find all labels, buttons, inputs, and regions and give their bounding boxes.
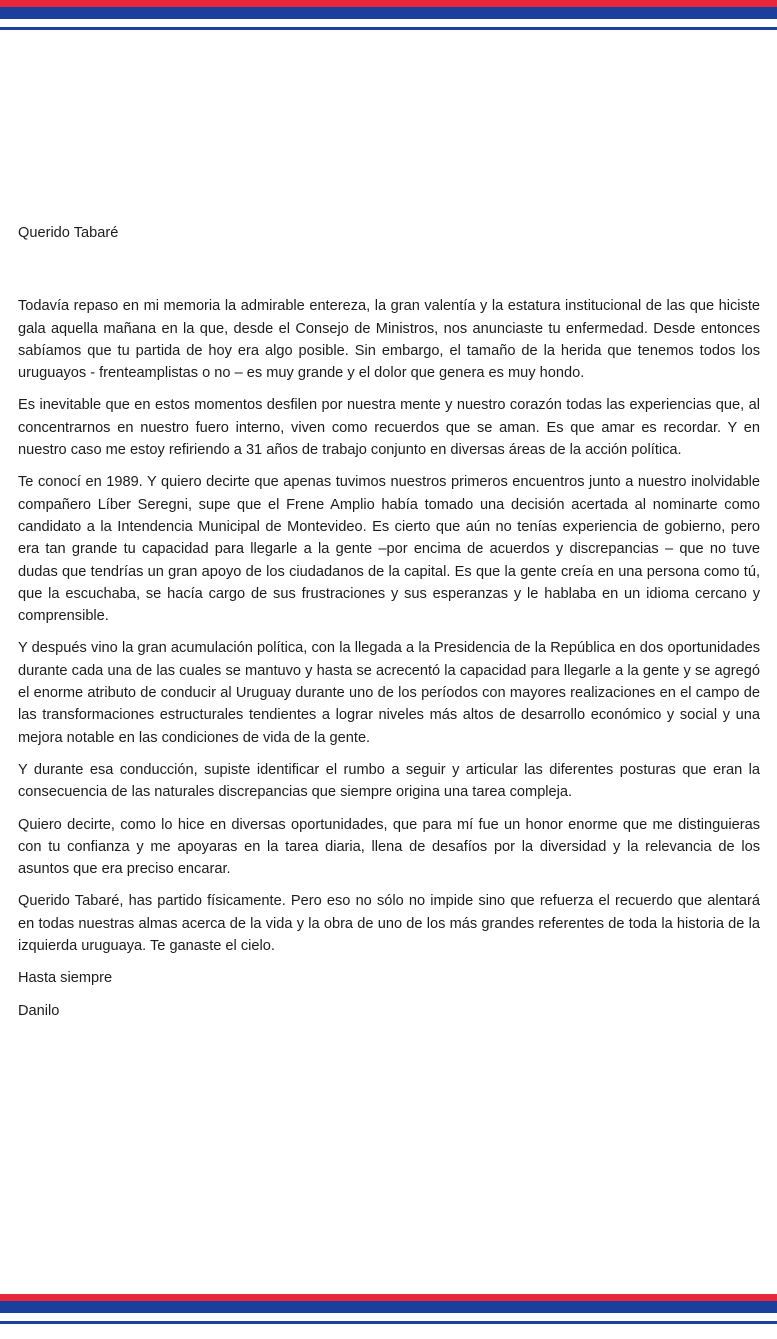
top-flag-band [0,0,777,30]
letter-paragraph-1: Todavía repaso en mi memoria la admirable entereza, la gran valentía y la estatura institucional de las que hiciste gala aquella mañana en la que, desde el Consejo de Ministros, nos anunciaste tu enfermedad. Desde entonces sabíamos que tu partida de hoy era algo posible. Sin embargo, el tamaño de la herida que tenemos todos los uruguayos - frenteamplistas o no – es muy grande y el dolor que genera es muy hondo. [18,298,760,382]
letter-closing: Hasta siempre [18,970,113,987]
letter-paragraph-2: Es inevitable que en estos momentos desfilen por nuestra mente y nuestro corazón todas las experiencias que, al concentrarnos en nuestro fuero interno, viven como recuerdos que se aman. Es que amar es recordar. Y en nuestro caso me estoy refiriendo a 31 años de trabajo conjunto en diversas áreas de la acción política. [18,397,760,459]
top-blue-rule [0,27,777,30]
letter-paragraph-5: Y durante esa conducción, supiste identificar el rumbo a seguir y articular las diferentes posturas que eran la consecuencia de las naturales discrepancias que siempre origina una tarea compleja. [18,761,760,801]
bottom-blue-stripe [0,1301,777,1313]
letter-paragraph-7: Querido Tabaré, has partido físicamente. Pero eso no sólo no impide sino que refuerza el recuerdo que alentará en todas nuestras almas acerca de la vida y la obra de uno de los más grandes referentes de toda la historia de la izquierda uruguaya. Te ganaste el cielo. [18,893,760,955]
bottom-blue-rule [0,1321,777,1324]
top-red-stripe [0,0,777,7]
bottom-red-stripe [0,1294,777,1301]
letter-paragraph-3: Te conocí en 1989. Y quiero decirte que apenas tuvimos nuestros primeros encuentros junto a nuestro inolvidable compañero Líber Seregni, supe que el Frene Amplio había tomado una decisión acertada al nominarte como candidato a la Intendencia Municipal de Montevideo. Es cierto que aún no tenías experiencia de gobierno, pero era tan grande tu capacidad para llegarle a la gente –por encima de acuerdos y discrepancias – que no tuve dudas que tendrías un gran apoyo de los ciudadanos de la capital. Es que la gente creía en una persona como tú, que la escuchaba, se hacía cargo de sus frustraciones y sus esperanzas y le hablaba en un idioma cercano y comprensible. [18,474,760,625]
letter-paragraph-6: Quiero decirte, como lo hice en diversas oportunidades, que para mí fue un honor enorme que me distinguieras con tu confianza y me apoyaras en la tarea diaria, llena de desafíos por la diversidad y la relevancia de los asuntos que era preciso encarar. [18,816,760,878]
letter-signature: Danilo [18,1002,60,1019]
top-blue-stripe [0,7,777,19]
letter-body [18,222,760,1032]
letter-paragraph-4: Y después vino la gran acumulación política, con la llegada a la Presidencia de la República en dos oportunidades durante cada una de las cuales se mantuvo y hasta se acrecentó la capacidad para llegarle a la gente y se agregó el enorme atributo de conducir al Uruguay durante uno de los períodos con mayores realizaciones en el campo de las transformaciones estructurales tendientes a lograr niveles más altos de desarrollo económico y social y una mejora notable en las condiciones de vida de la gente. [18,640,760,746]
bottom-flag-band [0,1294,777,1324]
letter-salutation: Querido Tabaré [18,225,119,241]
